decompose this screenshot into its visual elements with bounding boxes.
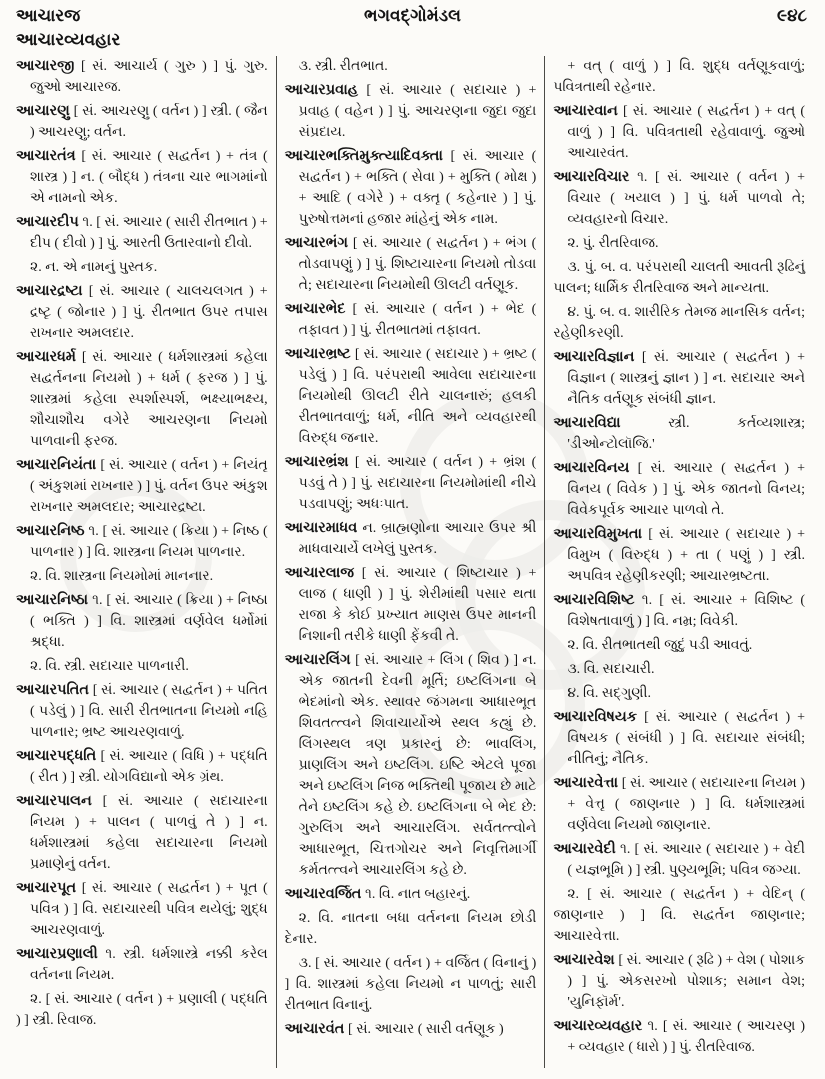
dictionary-entry: આચારદીપ ૧. [ સં. આચાર ( સારી રીતભાત ) + દીપ ( દીવો ) ] પું. આરતી ઉતારવાનો દીવો. bbox=[16, 214, 268, 251]
headword: આચારદ્રષ્ટા bbox=[16, 283, 89, 299]
headword: આચારવિદ્યા bbox=[553, 415, 669, 431]
headword: આચારનિષ્ઠા bbox=[16, 592, 93, 608]
entry-sense: ૩. પું. બ. વ. પરંપરાથી ચાલતી આવતી રૂઢિનું પાલન; ધાર્મિક રીતરિવાજ અને માન્યતા. bbox=[553, 260, 806, 296]
dictionary-entry: આચારતંત્ર [ સં. આચાર ( સદ્વર્તન ) + તંત્ર ( શાસ્ત્ર ) ] ન. ( બૌદ્ધ ) તંત્રના ચાર ભાગમાંનો એ નામનો એક. bbox=[16, 148, 268, 206]
dictionary-entry: આચારપાલન [ સં. આચાર ( સદાચારના નિયમ ) + પાલન ( પાળવું તે ) ] ન. ધર્મશાસ્ત્રમાં કહેલા સદાચારના નિયમો પ્રમાણેનું વર્તન. bbox=[16, 793, 268, 872]
headword: આચારવાન bbox=[553, 103, 624, 119]
headword: આચારવંત bbox=[284, 1021, 349, 1037]
column-1 bbox=[14, 56, 277, 1068]
page-number: ૯૪૮ bbox=[777, 6, 807, 25]
headword: આચારપદ્ધતિ bbox=[16, 748, 101, 764]
dictionary-entry: આચારવિજ્ઞાન [ સં. આચાર ( સદ્વર્તન ) + વિજ્ઞાન ( શાસ્ત્રનું જ્ઞાન ) ] ન. સદાચાર અને નૈતિક વર્તણૂક સંબંધી જ્ઞાન. bbox=[553, 349, 806, 407]
column-3 bbox=[545, 56, 813, 1068]
entry-sense: ૨. [ સં. આચાર ( સદ્વર્તન ) + વેદિન્ ( જાણનાર ) ] વિ. સદ્વર્તન જાણનાર; આચારવેત્તા. bbox=[553, 887, 806, 944]
headword: આચારભક્તિમુક્ત્યાદિવક્તા bbox=[284, 148, 451, 164]
headword: આચારપતિત bbox=[16, 682, 93, 698]
dictionary-entry: આચારનિયંતા [ સં. આચાર ( વર્તન ) + નિયંતૃ ( અંકુશમાં રાખનાર ) ] પું. વર્તન ઉપર અંકુશ રાખનાર અમલદાર; આચારદ્રષ્ટા. bbox=[16, 457, 268, 515]
dictionary-entry: આચારલિંગ [ સં. આચાર + લિંગ ( શિવ ) ] ન. એક જાતની દેવની મૂર્તિ; ઇષ્ટલિંગના બે ભેદમાંનો એક. સ્થાવર જંગમના આધારભૂત શિવતત્ત્વને શિવાચાર્યોએ સ્થલ કહ્યું છે. લિંગસ્થલ ત્રણ પ્રકારનું છે: ભાવલિંગ, પ્રાણલિંગ અને ઇષ્ટલિંગ. ઇષ્ટિ એટલે પૂજા અને ઇષ્ટલિંગ નિજ ભક્તિથી પૂજાય છે માટે તેને ઇષ્ટલિંગ કહે છે. ઇષ્ટલિંગના બે ભેદ છે: ગુરુલિંગ અને આચારલિંગ. સર્વતત્ત્વોને આધારભૂત, ચિત્તગોચર અને નિવૃત્તિમાર્ગી કર્મતત્ત્વને આચારલિંગ કહે છે. bbox=[284, 652, 537, 878]
headword: આચારપ્રવાહ bbox=[284, 82, 367, 98]
dictionary-entry: આચારનિષ્ઠા ૧. [ સં. આચાર ( ક્રિયા ) + નિષ્ઠા ( ભક્તિ ) ] વિ. શાસ્ત્રમાં વર્ણવેલ ધર્મોમાં શ્રદ્ધા. bbox=[16, 592, 268, 650]
headword: આચારલાજ bbox=[284, 565, 362, 581]
headword: આચારપ્રણાલી bbox=[16, 946, 106, 962]
dictionary-entry: આચારલાજ [ સં. આચાર ( શિષ્ટાચાર ) + લાજ ( ધાણી ) ] પું. શેરીમાંથી પસાર થતા રાજા કે કોઈ પ્રખ્યાત માણસ ઉપર માનની નિશાની તરીકે ધાણી ફેંકવી તે. bbox=[284, 565, 537, 644]
dictionary-entry: આચારપ્રણાલી ૧. સ્ત્રી. ધર્મશાસ્ત્રે નક્કી કરેલ વર્તનના નિયમ. bbox=[16, 946, 268, 983]
dictionary-entry: આચારવિશિષ્ટ ૧. [ સં. આચાર + વિશિષ્ટ ( વિશેષતાવાળું ) ] વિ. નમ્ર; વિવેકી. bbox=[553, 592, 806, 629]
entry-sense: ૨. પું. રીતરિવાજ. bbox=[567, 236, 659, 251]
headword: આચારવેદી bbox=[553, 841, 621, 857]
headword: આચારભ્રંશ bbox=[284, 454, 355, 470]
text-columns bbox=[0, 50, 825, 1068]
entry-sense: + વત્ ( વાળું ) ] વિ. શુદ્ધ વર્તણૂકવાળું; પવિત્રતાથી રહેનાર. bbox=[553, 59, 806, 95]
dictionary-entry: આચારવાન [ સં. આચાર ( સદ્વર્તન ) + વત્ ( વાળું ) ] વિ. પવિત્રતાથી રહેવાવાળું. જુઓ આચારવંત. bbox=[553, 103, 806, 161]
dictionary-entry: આચારધર્મ [ સં. આચાર ( ધર્મશાસ્ત્રમાં કહેલા સદ્વર્તનના નિયમો ) + ધર્મ ( ફરજ ) ] પું. શાસ્ત્રમાં કહેલા સ્પર્શાસ્પર્શ, ભક્ષ્યાભક્ષ્ય, શૌચાશૌચ વગેરે આચરણના નિયમો પાળવાની ફરજ. bbox=[16, 349, 268, 449]
entry-sense: ૨. [ સં. આચાર ( વર્તન ) + પ્રણાલી ( પદ્ધતિ ) ] સ્ત્રી. રિવાજ. bbox=[16, 992, 268, 1028]
dictionary-entry: આચારવિનય [ સં. આચાર ( સદ્વર્તન ) + વિનય ( વિવેક ) ] પું. એક જાતનો વિનય; વિવેકપૂર્વક આચાર પાળવો તે. bbox=[553, 460, 806, 518]
headword: આચારવિનય bbox=[553, 460, 638, 476]
headword: આચારવિજ્ઞાન bbox=[553, 349, 642, 365]
dictionary-entry: આચારપતિત [ સં. આચાર ( સદ્વર્તન ) + પતિત ( પડેલું ) ] વિ. સારી રીતભાતના નિયમો નહિ પાળનાર; ભ્રષ્ટ આચરણવાળું. bbox=[16, 682, 268, 740]
headword: આચારપૂત bbox=[16, 880, 82, 896]
headword: આચારભંગ bbox=[284, 235, 353, 251]
dictionary-entry: આચારવર્જિત ૧. વિ. નાત બહારનું. bbox=[284, 886, 471, 902]
headword: આચારવિચાર bbox=[553, 169, 638, 185]
headword: આચારણુ bbox=[16, 103, 74, 119]
headword: આચારભ્રષ્ટ bbox=[284, 346, 355, 362]
dictionary-entry: આચારવિમુખતા [ સં. આચાર ( સદાચાર ) + વિમુખ ( વિરુદ્ધ ) + તા ( પણું ) ] સ્ત્રી. અપવિત્ર રહેણીકરણી; આચારભ્રષ્ટતા. bbox=[553, 526, 806, 584]
column-2 bbox=[277, 56, 546, 1068]
headword: આચારપાલન bbox=[16, 793, 103, 809]
dictionary-entry: આચારવ્યવહાર ૧. [ સં. આચાર ( આચરણ ) + વ્યવહાર ( ધારો ) ] પું. રીતરિવાજ. bbox=[553, 1018, 805, 1055]
dictionary-entry: આચારવિષયક [ સં. આચાર ( સદ્વર્તન ) + વિષયક ( સંબંધી ) ] વિ. સદાચાર સંબંધી; નીતિનું; નૈતિક. bbox=[553, 709, 806, 767]
dictionary-entry: આચારવેત્તા [ સં. આચાર ( સદાચારના નિયમ ) + વેત્તૃ ( જાણનાર ) ] વિ. ધર્મશાસ્ત્રમાં વર્ણવેલા નિયમો જાણનાર. bbox=[553, 775, 806, 833]
guide-word-second: આચારવ્યવહાર bbox=[16, 30, 121, 49]
dictionary-entry: આચારપદ્ધતિ [ સં. આચાર ( વિધિ ) + પદ્ધતિ ( રીત ) ] સ્ત્રી. યોગવિદ્યાનો એક ગ્રંથ. bbox=[16, 748, 268, 785]
dictionary-entry: આચારવંત [ સં. આચાર ( સારી વર્તણૂક ) bbox=[284, 1021, 504, 1037]
dictionary-entry: આચારભક્તિમુક્ત્યાદિવક્તા [ સં. આચાર ( સદ્વર્તન ) + ભક્તિ ( સેવા ) + મુક્તિ ( મોક્ષ ) + આદિ ( વગેરે ) + વક્તૃ ( કહેનાર ) ] પું. પુરુષોત્તમનાં હજાર માંહેનું એક નામ. bbox=[284, 148, 537, 227]
headword: આચારલિંગ bbox=[284, 652, 356, 668]
headword: આચારવેશ bbox=[553, 952, 619, 968]
dictionary-entry: આચારભ્રંશ [ સં. આચાર ( વર્તન ) + ભ્રંશ ( પડવું તે ) ] પું. સદાચારના નિયમોમાંથી નીચે પડવાપણું; અધઃપાત. bbox=[284, 454, 537, 512]
headword: આચારનિષ્ઠ bbox=[16, 523, 89, 539]
entry-sense: ૪. વિ. સદ્ગુણી. bbox=[567, 686, 652, 701]
running-header bbox=[0, 0, 825, 26]
dictionary-entry: આચારદ્રષ્ટા [ સં. આચાર ( ચાલચલગત ) + દ્રષ્ટૃ ( જોનાર ) ] પું. રીતભાત ઉપર તપાસ રાખનાર અમલદાર. bbox=[16, 283, 268, 341]
headword: આચારજી bbox=[16, 58, 81, 74]
entry-sense: ૨. વિ. રીતભાતથી જુદું પડી આવતું. bbox=[567, 638, 753, 653]
headword: આચારવર્જિત bbox=[284, 886, 366, 902]
headword: આચારભેદ bbox=[284, 301, 353, 317]
book-title: ભગવદ્ગોમંડલ bbox=[364, 6, 461, 25]
entry-sense: ૩. [ સં. આચાર ( વર્તન ) + વર્જિત ( વિનાનું ) ] વિ. શાસ્ત્રમાં કહેલા નિયમો ન પાળતું; સારી રીતભાત વિનાનું. bbox=[284, 956, 537, 1013]
entry-sense: ૩. સ્ત્રી. રીતભાત. bbox=[298, 59, 388, 74]
entry-sense: ૨. ન. એ નામનું પુસ્તક. bbox=[30, 260, 158, 275]
entry-sense: ૩. વિ. સદાચારી. bbox=[567, 662, 655, 677]
dictionary-entry: આચારમાધવ ન. બ્રાહ્મણોના આચાર ઉપર શ્રી માધવાચાર્યે લખેલું પુસ્તક. bbox=[284, 520, 537, 557]
dictionary-entry: આચારનિષ્ઠ ૧. [ સં. આચાર ( ક્રિયા ) + નિષ્ઠ ( પાળનાર ) ] વિ. શાસ્ત્રના નિયમ પાળનાર. bbox=[16, 523, 268, 560]
guide-word-left: આચારજ bbox=[16, 6, 81, 25]
headword: આચારતંત્ર bbox=[16, 148, 82, 164]
entry-sense: ૨. વિ. નાતના બધા વર્તનના નિયમ છોડી દેનાર. bbox=[284, 911, 537, 947]
headword: આચારમાધવ bbox=[284, 520, 363, 536]
dictionary-entry: આચારપૂત [ સં. આચાર ( સદ્વર્તન ) + પૂત ( પવિત્ર ) ] વિ. સદાચારથી પવિત્ર થયેલું; શુદ્ધ આચરણવાળું. bbox=[16, 880, 268, 938]
headword: આચારધર્મ bbox=[16, 349, 82, 365]
dictionary-entry: આચારવેદી ૧. [ સં. આચાર ( સદાચાર ) + વેદી ( યજ્ઞભૂમિ ) ] સ્ત્રી. પુણ્યભૂમિ; પવિત્ર જગ્યા. bbox=[553, 841, 806, 878]
entry-sense: ૨. વિ. સ્ત્રી. સદાચાર પાળનારી. bbox=[30, 659, 189, 674]
dictionary-entry: આચારભેદ [ સં. આચાર ( વર્તન ) + ભેદ ( તફાવત ) ] પું. રીતભાતમાં તફાવત. bbox=[284, 301, 537, 338]
headword: આચારવિશિષ્ટ bbox=[553, 592, 642, 608]
headword: આચારવેત્તા bbox=[553, 775, 622, 791]
headword: આચારનિયંતા bbox=[16, 457, 101, 473]
dictionary-entry: આચારણુ [ સં. આચરણુ ( વર્તન ) ] સ્ત્રી. ( જૈન ) આચરણુ; વર્તન. bbox=[16, 103, 268, 140]
dictionary-entry: આચારવિચાર ૧. [ સં. આચાર ( વર્તન ) + વિચાર ( ખયાલ ) ] પું. ધર્મ પાળવો તે; વ્યવહારનો વિચાર. bbox=[553, 169, 806, 227]
dictionary-entry: આચારભ્રષ્ટ [ સં. આચાર ( સદાચાર ) + ભ્રષ્ટ ( પડેલું ) ] વિ. પરંપરાથી આવેલા સદાચારના નિયમોથી ઊલટી રીતે ચાલનારું; હલકી રીતભાતવાળું; ધર્મ, નીતિ અને વ્યવહારથી વિરુદ્ધ જનાર. bbox=[284, 346, 537, 446]
entry-sense: ૪. પું. બ. વ. શારીરિક તેમજ માનસિક વર્તન; રહેણીકરણી. bbox=[553, 305, 806, 341]
dictionary-entry: આચારજી [ સં. આચાર્ય ( ગુરુ ) ] પું. ગુરુ. જુઓ આચારજ. bbox=[16, 58, 268, 95]
entry-sense: ૨. વિ. શાસ્ત્રના નિયમોમાં માનનાર. bbox=[30, 569, 214, 584]
headword: આચારવ્યવહાર bbox=[553, 1018, 648, 1034]
dictionary-entry: આચારવેશ [ સં. આચાર ( રૂઢિ ) + વેશ ( પોશાક ) ] પું. એકસરખો પોશાક; સમાન વેશ; 'યુનિફૉર્મ'. bbox=[553, 952, 806, 1010]
dictionary-entry: આચારપ્રવાહ [ સં. આચાર ( સદાચાર ) + પ્રવાહ ( વહેન ) ] પું. આચરણના જુદા જુદા સંપ્રદાય. bbox=[284, 82, 537, 140]
dictionary-entry: આચારભંગ [ સં. આચાર ( સદ્વર્તન ) + ભંગ ( તોડવાપણું ) ] પું. શિષ્ટાચારના નિયમો તોડવા તે; સદાચારના નિયમોથી ઊલટી વર્તણૂક. bbox=[284, 235, 537, 293]
headword: આચારદીપ bbox=[16, 214, 83, 230]
headword: આચારવિષયક bbox=[553, 709, 645, 725]
dictionary-entry: આચારવિદ્યા સ્ત્રી. કર્તવ્યશાસ્ત્ર; 'ડીઓન્ટોલૉજિ.' bbox=[553, 415, 805, 452]
headword: આચારવિમુખતા bbox=[553, 526, 649, 542]
